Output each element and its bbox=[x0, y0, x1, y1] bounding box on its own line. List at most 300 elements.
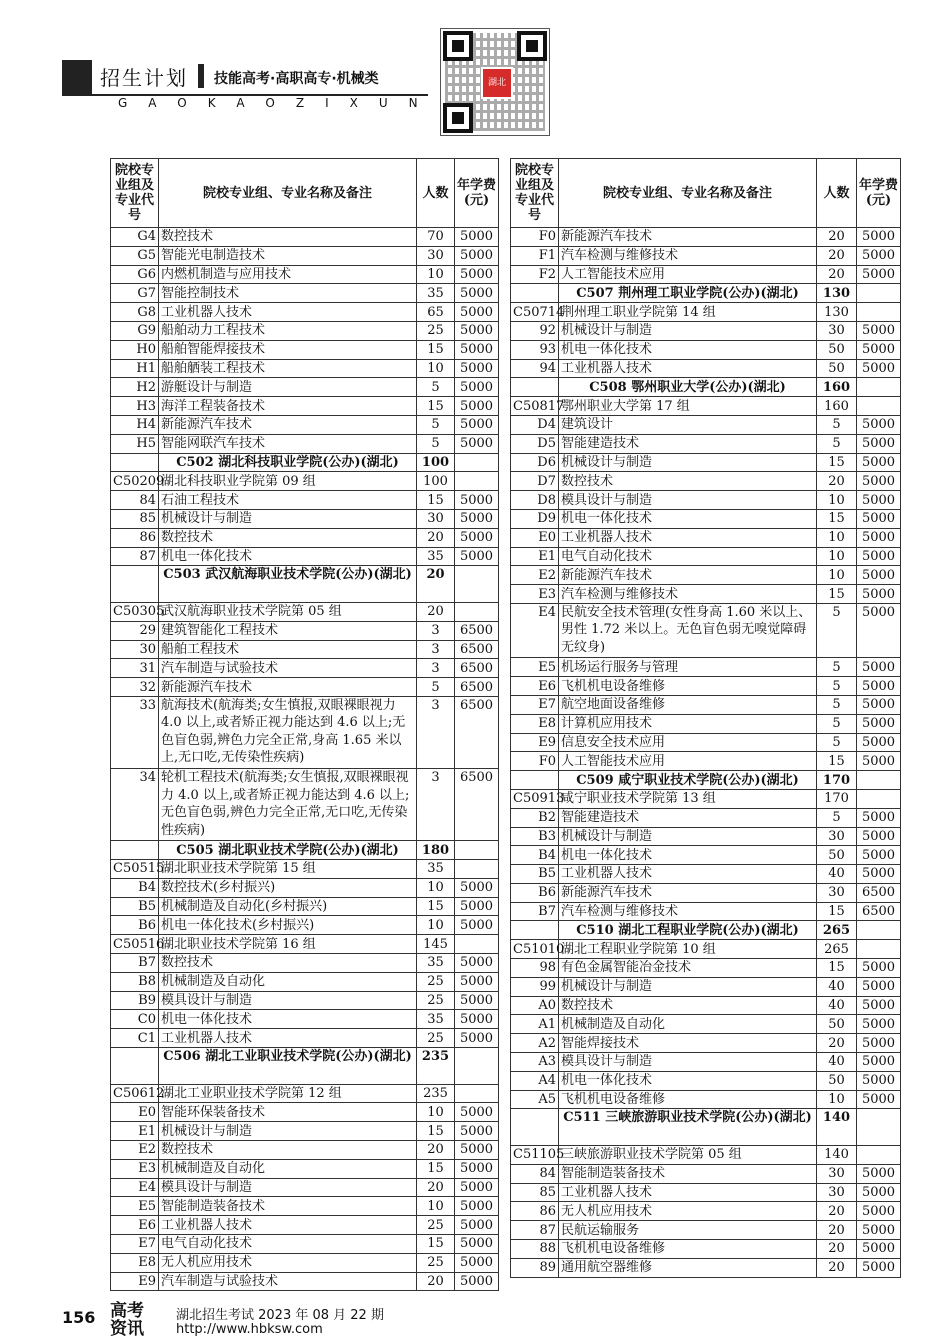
cell-count: 25 bbox=[417, 321, 455, 340]
table-row bbox=[511, 1240, 901, 1259]
cell-count: 30 bbox=[817, 321, 857, 340]
cell-count: 3 bbox=[417, 640, 455, 659]
cell-code: D5 bbox=[511, 434, 559, 453]
cell-code: C50817 bbox=[511, 397, 559, 416]
school-row bbox=[511, 771, 901, 790]
cell-fee: 5000 bbox=[455, 340, 499, 359]
cell-code bbox=[511, 921, 559, 940]
cell-fee: 5000 bbox=[857, 677, 901, 696]
cell-count: 170 bbox=[817, 771, 857, 790]
cell-fee: 5000 bbox=[857, 585, 901, 604]
cell-count: 30 bbox=[417, 509, 455, 528]
cell-count: 50 bbox=[817, 1015, 857, 1034]
cell-name: 人工智能技术应用 bbox=[559, 752, 817, 771]
cell-name: 飞机机电设备维修 bbox=[559, 1240, 817, 1259]
cell-code: 99 bbox=[511, 977, 559, 996]
cell-name: 数控技术 bbox=[159, 228, 417, 247]
section-title: 招生计划 bbox=[100, 66, 188, 90]
table-row bbox=[511, 1221, 901, 1240]
cell-fee: 5000 bbox=[857, 472, 901, 491]
cell-fee: 5000 bbox=[455, 1178, 499, 1197]
website-url[interactable]: http://www.hbksw.com bbox=[176, 1322, 323, 1337]
cell-code: 84 bbox=[511, 1164, 559, 1183]
cell-fee: 5000 bbox=[455, 246, 499, 265]
cell-count: 30 bbox=[817, 883, 857, 902]
table-row bbox=[511, 714, 901, 733]
cell-count: 3 bbox=[417, 696, 455, 768]
cell-fee: 6500 bbox=[857, 902, 901, 921]
cell-fee: 5000 bbox=[455, 916, 499, 935]
cell-count: 40 bbox=[817, 977, 857, 996]
cell-code: 93 bbox=[511, 340, 559, 359]
cell-code: C50714 bbox=[511, 303, 559, 322]
cell-count: 170 bbox=[817, 789, 857, 808]
table-row bbox=[511, 303, 901, 322]
cell-fee: 5000 bbox=[455, 228, 499, 247]
cell-name: 湖北职业技术学院第 15 组 bbox=[159, 860, 417, 879]
cell-count: 10 bbox=[417, 1103, 455, 1122]
cell-count: 10 bbox=[817, 566, 857, 585]
table-row bbox=[511, 677, 901, 696]
cell-fee: 5000 bbox=[857, 246, 901, 265]
cell-fee: 5000 bbox=[857, 434, 901, 453]
cell-fee bbox=[455, 860, 499, 879]
cell-count: 15 bbox=[417, 340, 455, 359]
cell-code: C50913 bbox=[511, 789, 559, 808]
cell-code: C50515 bbox=[111, 860, 159, 879]
cell-code: A1 bbox=[511, 1015, 559, 1034]
cell-count: 15 bbox=[817, 902, 857, 921]
cell-count: 70 bbox=[417, 228, 455, 247]
table-row bbox=[111, 472, 499, 491]
cell-fee: 5000 bbox=[455, 397, 499, 416]
cell-name: 汽车检测与维修技术 bbox=[559, 902, 817, 921]
cell-name: 机电一体化技术(乡村振兴) bbox=[159, 916, 417, 935]
cell-name: 湖北工业职业技术学院第 12 组 bbox=[159, 1084, 417, 1103]
cell-fee bbox=[455, 841, 499, 860]
cell-fee bbox=[857, 397, 901, 416]
cell-fee: 5000 bbox=[857, 846, 901, 865]
cell-fee: 5000 bbox=[857, 228, 901, 247]
cell-name: 湖北工程职业学院第 10 组 bbox=[559, 940, 817, 959]
table-row bbox=[511, 359, 901, 378]
cell-fee: 5000 bbox=[455, 1272, 499, 1291]
cell-name: 智能制造装备技术 bbox=[559, 1164, 817, 1183]
magazine-issue: 湖北招生考试 2023 年 08 月 22 期 bbox=[176, 1308, 384, 1323]
table-row bbox=[111, 415, 499, 434]
cell-fee: 5000 bbox=[857, 1034, 901, 1053]
table-row bbox=[511, 472, 901, 491]
cell-name: 数控技术 bbox=[559, 472, 817, 491]
cell-code bbox=[111, 566, 159, 603]
school-row bbox=[511, 1109, 901, 1146]
cell-fee bbox=[857, 303, 901, 322]
cell-code: E2 bbox=[511, 566, 559, 585]
cell-name: 机电一体化技术 bbox=[559, 1071, 817, 1090]
table-row bbox=[111, 1010, 499, 1029]
cell-name: 电气自动化技术 bbox=[559, 547, 817, 566]
cell-count: 35 bbox=[417, 284, 455, 303]
cell-name: 工业机器人技术 bbox=[159, 303, 417, 322]
cell-code: B3 bbox=[511, 827, 559, 846]
cell-count: 35 bbox=[417, 547, 455, 566]
cell-name: 工业机器人技术 bbox=[559, 359, 817, 378]
cell-count: 30 bbox=[817, 827, 857, 846]
cell-name: 轮机工程技术(航海类;女生慎报,双眼裸眼视力 4.0 以上,或者矫正视力能达到 4.6 以上;无色盲色弱,辨色力完全正常,无口吃,无传染性疾病) bbox=[159, 769, 417, 841]
cell-name: 机械设计与制造 bbox=[159, 1122, 417, 1141]
cell-code: F2 bbox=[511, 265, 559, 284]
cell-fee: 5000 bbox=[455, 434, 499, 453]
cell-name: 航空地面设备维修 bbox=[559, 695, 817, 714]
cell-code: C50516 bbox=[111, 935, 159, 954]
cell-name: 航海技术(航海类;女生慎报,双眼裸眼视力 4.0 以上,或者矫正视力能达到 4.6 以上;无色盲色弱,辨色力完全正常,身高 1.65 米以上,无口吃,无传染性疾病) bbox=[159, 696, 417, 768]
cell-name: 三峡旅游职业技术学院第 05 组 bbox=[559, 1146, 817, 1165]
cell-code: E4 bbox=[511, 603, 559, 657]
cell-count: 5 bbox=[817, 714, 857, 733]
cell-fee bbox=[857, 771, 901, 790]
cell-fee: 5000 bbox=[857, 977, 901, 996]
cell-fee bbox=[857, 940, 901, 959]
table-row bbox=[111, 1084, 499, 1103]
cell-name: 数控技术 bbox=[159, 528, 417, 547]
cell-fee: 6500 bbox=[455, 659, 499, 678]
cell-count: 5 bbox=[417, 434, 455, 453]
cell-name: 湖北科技职业学院第 09 组 bbox=[159, 472, 417, 491]
cell-code: E0 bbox=[111, 1103, 159, 1122]
cell-count: 30 bbox=[417, 246, 455, 265]
header-letters: GAOKAOZIXUN bbox=[118, 96, 439, 110]
cell-code: E1 bbox=[111, 1122, 159, 1141]
cell-fee: 6500 bbox=[455, 696, 499, 768]
cell-count: 145 bbox=[417, 935, 455, 954]
cell-count: 30 bbox=[817, 1183, 857, 1202]
table-row bbox=[511, 827, 901, 846]
cell-name: 机械设计与制造 bbox=[559, 321, 817, 340]
cell-code: C0 bbox=[111, 1010, 159, 1029]
cell-name: 智能制造装备技术 bbox=[159, 1197, 417, 1216]
cell-count: 25 bbox=[417, 972, 455, 991]
cell-name: 机场运行服务与管理 bbox=[559, 658, 817, 677]
cell-fee: 5000 bbox=[857, 491, 901, 510]
cell-fee: 5000 bbox=[857, 415, 901, 434]
cell-name: 工业机器人技术 bbox=[559, 1183, 817, 1202]
school-row bbox=[111, 841, 499, 860]
cell-count: 5 bbox=[817, 695, 857, 714]
admission-table-left bbox=[110, 158, 499, 1291]
cell-count: 25 bbox=[417, 1216, 455, 1235]
cell-code: E6 bbox=[111, 1216, 159, 1235]
cell-fee: 5000 bbox=[857, 996, 901, 1015]
cell-count: 15 bbox=[417, 1159, 455, 1178]
cell-count: 20 bbox=[817, 1202, 857, 1221]
table-row bbox=[511, 996, 901, 1015]
cell-code: E9 bbox=[511, 733, 559, 752]
cell-code: H1 bbox=[111, 359, 159, 378]
qr-finder-bottom-left bbox=[443, 103, 473, 133]
cell-fee: 5000 bbox=[455, 528, 499, 547]
cell-count: 40 bbox=[817, 1053, 857, 1072]
cell-name: 咸宁职业技术学院第 13 组 bbox=[559, 789, 817, 808]
cell-name: 新能源汽车技术 bbox=[559, 228, 817, 247]
table-row bbox=[511, 585, 901, 604]
cell-count: 180 bbox=[417, 841, 455, 860]
table-row bbox=[111, 1197, 499, 1216]
header-code: 院校专业组及专业代号 bbox=[111, 159, 159, 228]
cell-count: 15 bbox=[817, 752, 857, 771]
cell-name: 海洋工程装备技术 bbox=[159, 397, 417, 416]
cell-name: 智能光电制造技术 bbox=[159, 246, 417, 265]
cell-name: 模具设计与制造 bbox=[559, 1053, 817, 1072]
table-row bbox=[511, 1071, 901, 1090]
cell-name: 机电一体化技术 bbox=[559, 340, 817, 359]
cell-fee: 5000 bbox=[455, 415, 499, 434]
table-row bbox=[111, 1216, 499, 1235]
cell-name: C506 湖北工业职业技术学院(公办)(湖北) bbox=[159, 1048, 417, 1085]
cell-code: 98 bbox=[511, 959, 559, 978]
cell-code: B7 bbox=[111, 954, 159, 973]
cell-code bbox=[511, 284, 559, 303]
table-row bbox=[511, 846, 901, 865]
cell-count: 10 bbox=[817, 491, 857, 510]
cell-name: 机械设计与制造 bbox=[159, 509, 417, 528]
table-row bbox=[511, 246, 901, 265]
cell-code: E8 bbox=[111, 1253, 159, 1272]
cell-name: 机电一体化技术 bbox=[159, 1010, 417, 1029]
cell-fee bbox=[455, 1048, 499, 1085]
cell-name: 通用航空器维修 bbox=[559, 1258, 817, 1277]
table-body-right bbox=[511, 228, 901, 1278]
cell-name: 模具设计与制造 bbox=[159, 991, 417, 1010]
cell-count: 50 bbox=[817, 1071, 857, 1090]
cell-fee: 5000 bbox=[857, 1221, 901, 1240]
cell-count: 5 bbox=[817, 658, 857, 677]
table-row bbox=[511, 1164, 901, 1183]
table-row bbox=[511, 1034, 901, 1053]
cell-name: 船舶动力工程技术 bbox=[159, 321, 417, 340]
cell-count: 5 bbox=[817, 733, 857, 752]
table-row bbox=[111, 1178, 499, 1197]
table-row bbox=[511, 509, 901, 528]
cell-fee: 5000 bbox=[857, 321, 901, 340]
cell-fee: 5000 bbox=[455, 1103, 499, 1122]
table-row bbox=[111, 1103, 499, 1122]
cell-fee: 5000 bbox=[455, 972, 499, 991]
table-row bbox=[111, 621, 499, 640]
cell-fee: 5000 bbox=[857, 714, 901, 733]
cell-count: 50 bbox=[817, 340, 857, 359]
cell-name: 汽车检测与维修技术 bbox=[559, 246, 817, 265]
cell-name: 模具设计与制造 bbox=[159, 1178, 417, 1197]
cell-code: 33 bbox=[111, 696, 159, 768]
table-row bbox=[511, 397, 901, 416]
cell-name: 智能建造技术 bbox=[559, 808, 817, 827]
cell-fee: 5000 bbox=[455, 509, 499, 528]
cell-code: B4 bbox=[511, 846, 559, 865]
cell-fee: 5000 bbox=[857, 808, 901, 827]
cell-count: 20 bbox=[417, 602, 455, 621]
cell-name: 建筑设计 bbox=[559, 415, 817, 434]
table-row bbox=[111, 935, 499, 954]
cell-code: 87 bbox=[511, 1221, 559, 1240]
cell-fee: 5000 bbox=[857, 1183, 901, 1202]
cell-code: G8 bbox=[111, 303, 159, 322]
table-row bbox=[511, 1202, 901, 1221]
cell-count: 35 bbox=[417, 1010, 455, 1029]
cell-code: F0 bbox=[511, 228, 559, 247]
table-row bbox=[111, 303, 499, 322]
cell-fee bbox=[857, 1146, 901, 1165]
header-fee: 年学费(元) bbox=[455, 159, 499, 228]
cell-fee: 5000 bbox=[455, 1159, 499, 1178]
cell-count: 265 bbox=[817, 940, 857, 959]
table-body-left bbox=[111, 228, 499, 1291]
cell-code: C50209 bbox=[111, 472, 159, 491]
table-row bbox=[111, 547, 499, 566]
table-row bbox=[111, 678, 499, 697]
cell-code: E3 bbox=[511, 585, 559, 604]
cell-fee bbox=[455, 935, 499, 954]
cell-count: 10 bbox=[417, 1197, 455, 1216]
cell-count: 3 bbox=[417, 769, 455, 841]
cell-code: F1 bbox=[511, 246, 559, 265]
cell-name: 内燃机制造与应用技术 bbox=[159, 265, 417, 284]
cell-fee: 5000 bbox=[857, 1202, 901, 1221]
cell-code: B6 bbox=[511, 883, 559, 902]
qr-code[interactable] bbox=[440, 28, 550, 136]
cell-name: C505 湖北职业技术学院(公办)(湖北) bbox=[159, 841, 417, 860]
cell-count: 15 bbox=[417, 897, 455, 916]
cell-count: 100 bbox=[417, 472, 455, 491]
cell-name: 新能源汽车技术 bbox=[559, 566, 817, 585]
cell-code: H3 bbox=[111, 397, 159, 416]
cell-fee: 5000 bbox=[857, 1015, 901, 1034]
qr-logo: 湖北 bbox=[481, 67, 513, 99]
cell-fee: 5000 bbox=[857, 1053, 901, 1072]
cell-fee: 6500 bbox=[455, 621, 499, 640]
cell-count: 15 bbox=[417, 397, 455, 416]
cell-count: 140 bbox=[817, 1146, 857, 1165]
cell-name: 模具设计与制造 bbox=[559, 491, 817, 510]
cell-name: 建筑智能化工程技术 bbox=[159, 621, 417, 640]
cell-name: C510 湖北工程职业学院(公办)(湖北) bbox=[559, 921, 817, 940]
table-row bbox=[111, 359, 499, 378]
cell-count: 3 bbox=[417, 621, 455, 640]
table-row bbox=[511, 695, 901, 714]
table-row bbox=[511, 658, 901, 677]
table-row bbox=[111, 1029, 499, 1048]
cell-fee bbox=[857, 789, 901, 808]
cell-fee: 5000 bbox=[455, 878, 499, 897]
cell-name: 船舶舾装工程技术 bbox=[159, 359, 417, 378]
cell-code: 87 bbox=[111, 547, 159, 566]
cell-code: F0 bbox=[511, 752, 559, 771]
cell-fee: 5000 bbox=[857, 566, 901, 585]
cell-fee: 5000 bbox=[857, 509, 901, 528]
cell-code: B7 bbox=[511, 902, 559, 921]
table-row bbox=[511, 1183, 901, 1202]
table-row bbox=[111, 1272, 499, 1291]
cell-fee: 5000 bbox=[857, 1071, 901, 1090]
cell-code: E7 bbox=[511, 695, 559, 714]
cell-code: C50305 bbox=[111, 602, 159, 621]
cell-name: 船舶智能焊接技术 bbox=[159, 340, 417, 359]
cell-name: 工业机器人技术 bbox=[159, 1216, 417, 1235]
table-row bbox=[511, 228, 901, 247]
table-row bbox=[111, 878, 499, 897]
cell-count: 50 bbox=[817, 359, 857, 378]
cell-fee: 5000 bbox=[455, 1141, 499, 1160]
cell-fee: 5000 bbox=[455, 491, 499, 510]
cell-name: 工业机器人技术 bbox=[159, 1029, 417, 1048]
cell-count: 5 bbox=[417, 678, 455, 697]
cell-fee: 5000 bbox=[455, 321, 499, 340]
cell-count: 265 bbox=[817, 921, 857, 940]
school-row bbox=[511, 378, 901, 397]
cell-fee: 5000 bbox=[455, 284, 499, 303]
cell-code: D9 bbox=[511, 509, 559, 528]
cell-name: 武汉航海职业技术学院第 05 组 bbox=[159, 602, 417, 621]
cell-code: 31 bbox=[111, 659, 159, 678]
cell-fee: 5000 bbox=[857, 827, 901, 846]
cell-code: E3 bbox=[111, 1159, 159, 1178]
cell-code: 92 bbox=[511, 321, 559, 340]
cell-count: 10 bbox=[417, 878, 455, 897]
cell-name: 智能网联汽车技术 bbox=[159, 434, 417, 453]
cell-name: 有色金属智能冶金技术 bbox=[559, 959, 817, 978]
cell-code: H2 bbox=[111, 378, 159, 397]
cell-code: E5 bbox=[511, 658, 559, 677]
cell-fee: 5000 bbox=[857, 1164, 901, 1183]
cell-count: 3 bbox=[417, 659, 455, 678]
cell-count: 10 bbox=[817, 547, 857, 566]
cell-count: 15 bbox=[817, 453, 857, 472]
cell-count: 10 bbox=[417, 265, 455, 284]
cell-code: G6 bbox=[111, 265, 159, 284]
cell-code bbox=[511, 771, 559, 790]
cell-count: 20 bbox=[817, 1240, 857, 1259]
cell-code: D8 bbox=[511, 491, 559, 510]
section-subtitle: 技能高考·高职高专·机械类 bbox=[214, 71, 379, 87]
table-row bbox=[111, 659, 499, 678]
cell-code: C51105 bbox=[511, 1146, 559, 1165]
school-row bbox=[111, 1048, 499, 1085]
cell-count: 20 bbox=[817, 246, 857, 265]
table-row bbox=[511, 491, 901, 510]
header-count: 人数 bbox=[417, 159, 455, 228]
page-footer bbox=[0, 1300, 950, 1343]
header-block-mark bbox=[62, 60, 92, 94]
cell-code: 85 bbox=[511, 1183, 559, 1202]
table-row bbox=[111, 378, 499, 397]
cell-name: 机电一体化技术 bbox=[159, 547, 417, 566]
school-row bbox=[111, 566, 499, 603]
cell-fee bbox=[455, 472, 499, 491]
cell-name: 智能焊接技术 bbox=[559, 1034, 817, 1053]
cell-code: 86 bbox=[111, 528, 159, 547]
cell-fee: 5000 bbox=[455, 378, 499, 397]
cell-count: 130 bbox=[817, 284, 857, 303]
cell-code: E5 bbox=[111, 1197, 159, 1216]
cell-code: D7 bbox=[511, 472, 559, 491]
table-row bbox=[511, 453, 901, 472]
cell-count: 15 bbox=[417, 1235, 455, 1254]
cell-name: 机械制造及自动化 bbox=[159, 1159, 417, 1178]
header-separator bbox=[198, 64, 204, 88]
table-row bbox=[111, 972, 499, 991]
cell-name: 民航运输服务 bbox=[559, 1221, 817, 1240]
cell-count: 5 bbox=[817, 603, 857, 657]
cell-fee: 5000 bbox=[455, 954, 499, 973]
